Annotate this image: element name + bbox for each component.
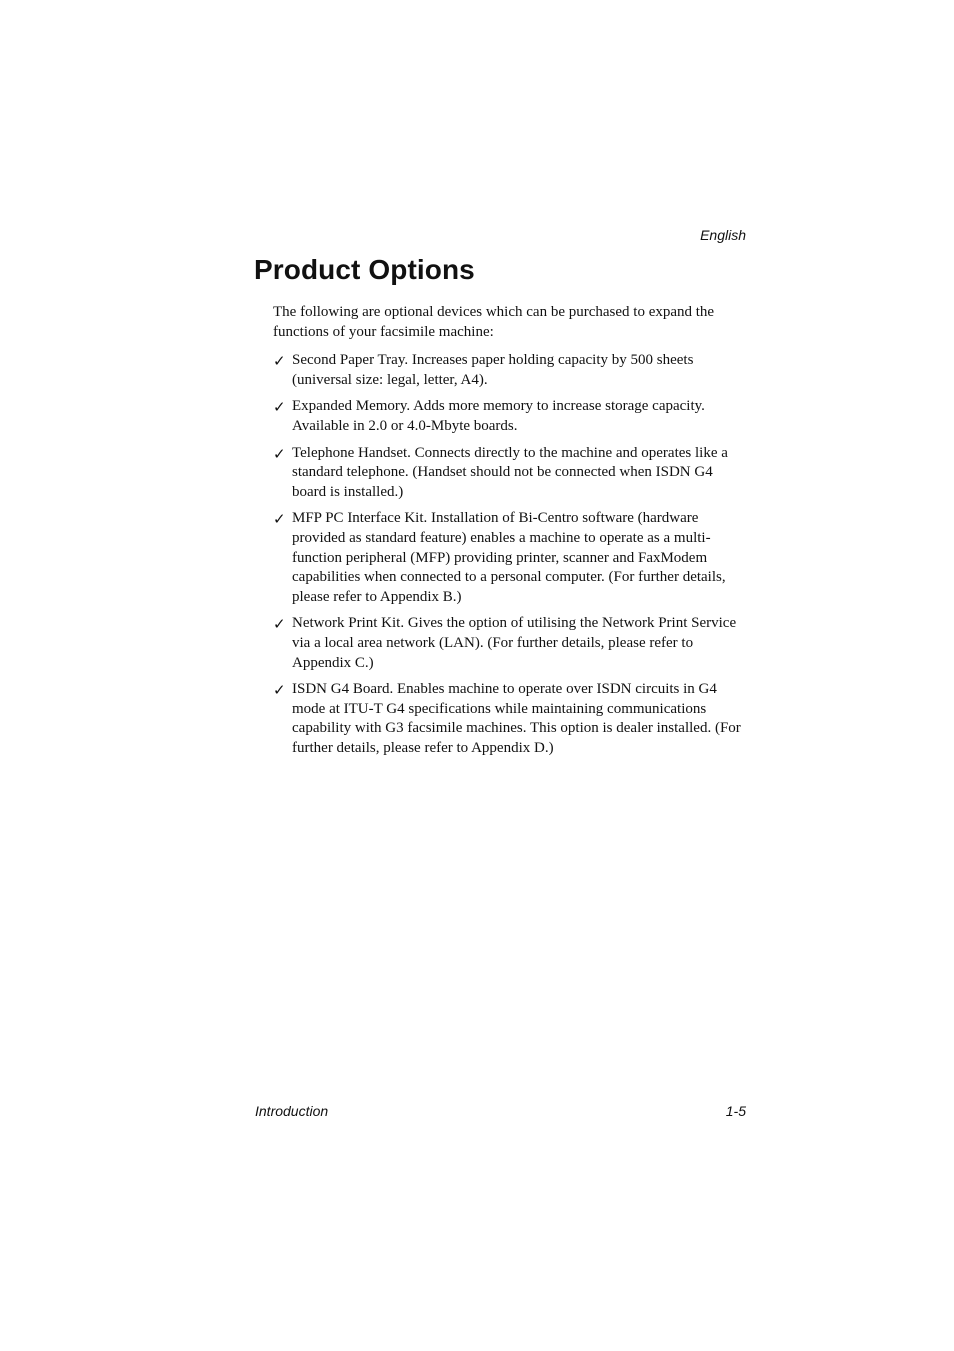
list-item <box>273 351 747 390</box>
option-text: Second Paper Tray. Increases paper holding capacity by 500 sheets (universal size: legal, letter, A4). <box>292 352 694 388</box>
page-number: 1-5 <box>725 1103 746 1119</box>
intro-paragraph: The following are optional devices which can be purchased to expand the functions of your facsimile machine: <box>273 304 715 340</box>
checkmark-icon: ✓ <box>273 615 286 634</box>
option-text: MFP PC Interface Kit. Installation of Bi-Centro software (hardware provided as standard feature) enables a machine to operate as a multi-function peripheral (MFP) providing printer, scanner and FaxModem capabilities when connected to a personal computer. (For further details, please refer to Appendix B.) <box>292 510 726 605</box>
option-text: Network Print Kit. Gives the option of utilising the Network Print Service via a local area network (LAN). (For further details, please refer to Appendix C.) <box>292 615 737 671</box>
checkmark-icon: ✓ <box>273 398 286 417</box>
list-item <box>273 397 747 436</box>
running-footer-section: Introduction <box>255 1103 329 1119</box>
product-options-list <box>273 351 747 758</box>
checkmark-icon: ✓ <box>273 510 286 529</box>
page-title: Product Options <box>254 254 475 285</box>
main-content <box>273 303 747 765</box>
list-item <box>273 444 747 503</box>
checkmark-icon: ✓ <box>273 352 286 371</box>
checkmark-icon: ✓ <box>273 444 286 463</box>
list-item <box>273 680 747 758</box>
option-text: Telephone Handset. Connects directly to the machine and operates like a standard telephone. (Handset should not be connected when ISDN G4 board is installed.) <box>292 444 728 500</box>
checkmark-icon: ✓ <box>273 681 286 700</box>
running-header-language: English <box>700 227 746 243</box>
option-text: Expanded Memory. Adds more memory to increase storage capacity. Available in 2.0 or 4.0-Mbyte boards. <box>292 398 705 434</box>
list-item <box>273 509 747 607</box>
option-text: ISDN G4 Board. Enables machine to operate over ISDN circuits in G4 mode at ITU-T G4 specifications while maintaining communications capability with G3 facsimile machines. This option is dealer installed. (For further details, please refer to Appendix D.) <box>292 681 741 756</box>
list-item <box>273 614 747 673</box>
